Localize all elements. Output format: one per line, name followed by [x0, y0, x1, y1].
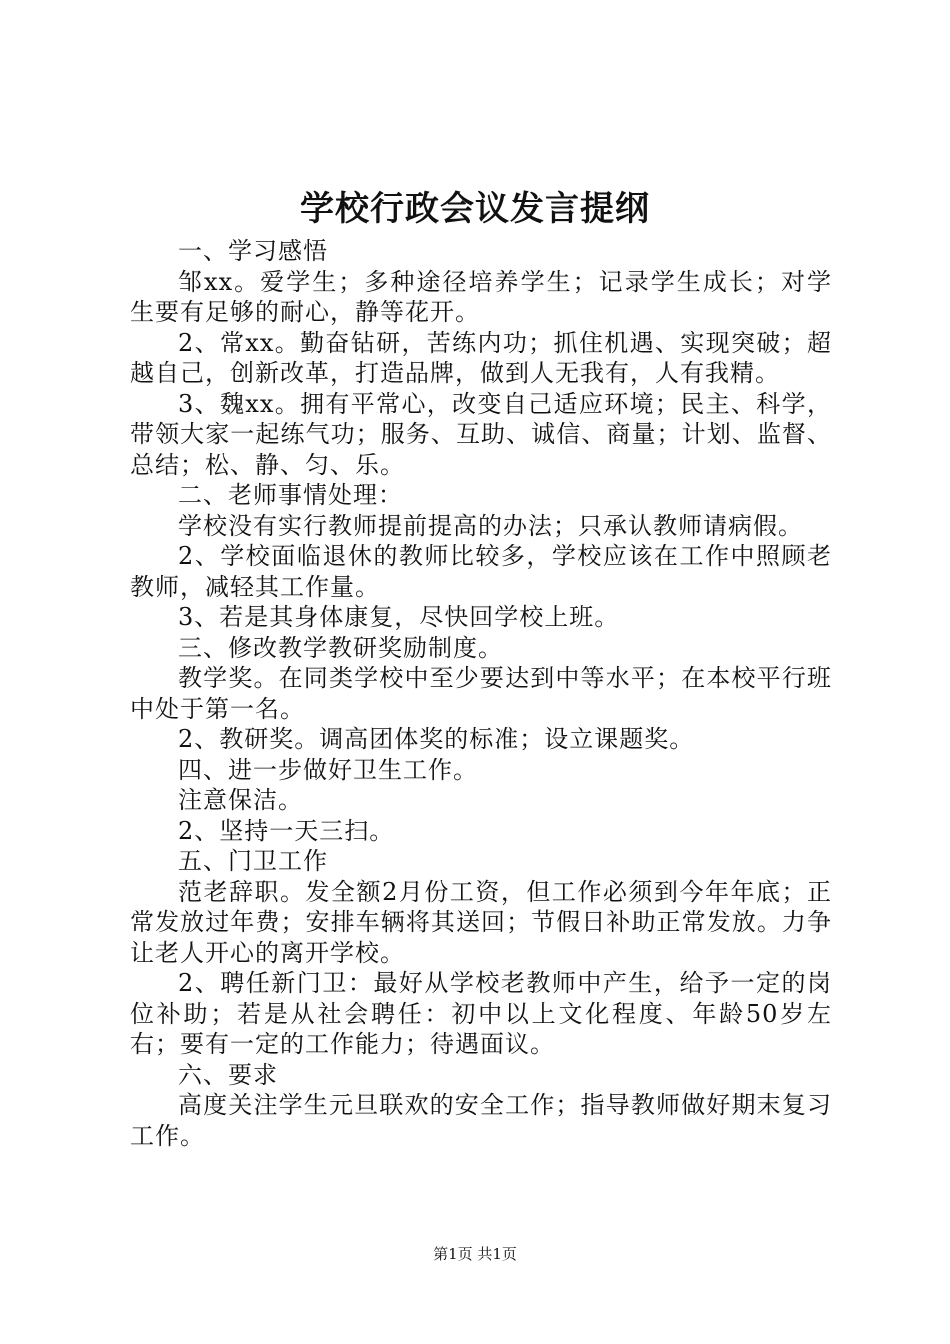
- paragraph: 教学奖。在同类学校中至少要达到中等水平；在本校平行班中处于第一名。: [130, 664, 832, 723]
- section-heading-requirements: 六、要求: [178, 1060, 278, 1089]
- paragraph: 2、教研奖。调高团体奖的标准；设立课题奖。: [178, 725, 695, 753]
- paragraph: 学校没有实行教师提前提高的办法；只承认教师请病假。: [178, 511, 803, 540]
- section-heading-teacher-matters: 二、老师事情处理：: [178, 481, 403, 509]
- paragraph: 3、若是其身体康复，尽快回学校上班。: [178, 603, 620, 631]
- paragraph: 范老辞职。发全额2月份工资，但工作必须到今年年底；正常发放过年费；安排车辆将其送回；节假日补助正常发放。力争让老人开心的离开学校。: [130, 877, 832, 967]
- section-heading-study: 一、学习感悟: [178, 237, 328, 265]
- section-heading-reward-system: 三、修改教学教研奖励制度。: [178, 633, 503, 662]
- document-body: [130, 236, 832, 1151]
- paragraph: 注意保洁。: [178, 786, 303, 814]
- paragraph: 2、聘任新门卫：最好从学校老教师中产生，给予一定的岗位补助；若是从社会聘任：初中以上文化程度、年龄50岁左右；要有一定的工作能力；待遇面议。: [130, 969, 832, 1058]
- document-title: 学校行政会议发言提纲: [300, 189, 650, 229]
- paragraph: 3、魏xx。拥有平常心，改变自己适应环境；民主、科学，带领大家一起练气功；服务、互助、诚信、商量；计划、监督、总结；松、静、匀、乐。: [130, 389, 832, 479]
- page-footer: 第1页 共1页: [433, 1245, 517, 1263]
- paragraph: 高度关注学生元旦联欢的安全工作；指导教师做好期末复习工作。: [130, 1091, 832, 1150]
- paragraph: 2、学校面临退休的教师比较多，学校应该在工作中照顾老教师，减轻其工作量。: [130, 542, 832, 601]
- section-heading-hygiene: 四、进一步做好卫生工作。: [178, 755, 478, 784]
- paragraph: 邹xx。爱学生；多种途径培养学生；记录学生成长；对学生要有足够的耐心，静等花开。: [130, 267, 832, 326]
- paragraph: 2、坚持一天三扫。: [178, 816, 395, 845]
- paragraph: 2、常xx。勤奋钻研，苦练内功；抓住机遇、实现突破；超越自己，创新改革，打造品牌，做到人无我有，人有我精。: [130, 328, 832, 387]
- section-heading-gatekeeper: 五、门卫工作: [178, 847, 328, 875]
